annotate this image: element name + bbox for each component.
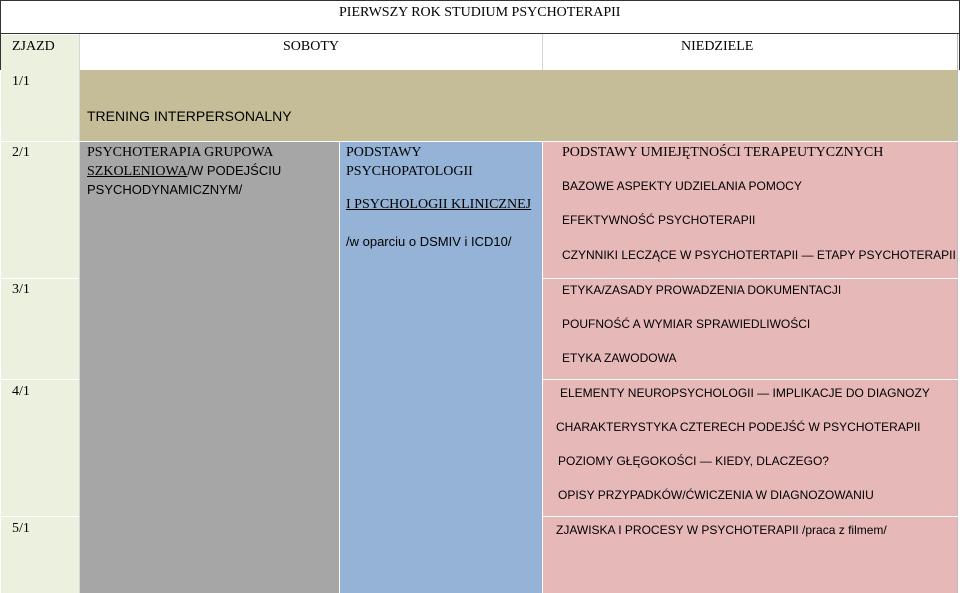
psychopatologia-line2: PSYCHOPATOLOGII (346, 164, 473, 179)
grupowa-line1: PSYCHOTERAPIA GRUPOWA (87, 145, 274, 160)
row-label-5: 5/1 (12, 521, 30, 536)
psychopatologia-line4: /w oparciu o DSMIV i ICD10/ (346, 234, 512, 249)
separator-row3-right (542, 278, 960, 279)
row-label-1: 1/1 (12, 74, 30, 89)
separator-row4-right (542, 379, 960, 380)
separator-row2 (0, 141, 960, 142)
niedziele-item-6: POUFNOŚĆ A WYMIAR SPRAWIEDLIWOŚCI (562, 317, 811, 331)
grupowa-line2-underlined: SZKOLENIOWA (87, 164, 188, 179)
niedziele-item-2: BAZOWE ASPEKTY UDZIELANIA POMOCY (562, 179, 802, 193)
title-row (0, 0, 960, 34)
grupowa-line3: PSYCHODYNAMICZNYM/ (87, 182, 243, 197)
separator-row4-left (0, 379, 79, 380)
divider-4 (542, 141, 543, 593)
separator-row3-left (0, 278, 79, 279)
niedziele-item-11: OPISY PRZYPADKÓW/ĆWICZENIA W DIAGNOZOWANIU (558, 488, 874, 502)
niedziele-item-3: EFEKTYWNOŚĆ PSYCHOTERAPII (562, 213, 756, 227)
niedziele-item-7: ETYKA ZAWODOWA (562, 351, 677, 365)
separator-row5-right (542, 516, 960, 517)
grupowa-line2 (87, 163, 281, 180)
table-title: PIERWSZY ROK STUDIUM PSYCHOTERAPII (339, 5, 621, 20)
header-soboty: SOBOTY (283, 39, 340, 54)
psychopatologia-line1: PODSTAWY (346, 145, 422, 160)
niedziele-item-9: CHARAKTERYSTYKA CZTERECH PODEJŚĆ W PSYCHOTERAPII (556, 420, 921, 434)
divider-2 (339, 141, 340, 593)
divider-right (957, 34, 958, 593)
separator-row5-left (0, 516, 79, 517)
trening-band (79, 70, 957, 141)
trening-label: TRENING INTERPERSONALNY (87, 108, 292, 124)
header-row (0, 34, 960, 70)
divider-3 (542, 34, 543, 70)
niedziele-item-5: ETYKA/ZASADY PROWADZENIA DOKUMENTACJI (562, 283, 842, 297)
niedziele-item-8: ELEMENTY NEUROPSYCHOLOGII — IMPLIKACJE DO DIAGNOZY (560, 386, 930, 400)
row-label-4: 4/1 (12, 384, 30, 399)
row-label-2: 2/1 (12, 145, 30, 160)
grupowa-line2-rest: /W PODEJŚCIU (187, 163, 282, 178)
psychopatologia-line3: I PSYCHOLOGII KLINICZNEJ (346, 197, 532, 212)
niedziele-item-4: CZYNNIKI LECZĄCE W PSYCHOTERTAPII — ETAPY PSYCHOTERAPII (562, 248, 956, 262)
niedziele-item-10: POZIOMY GŁĘGOKOŚCI — KIEDY, DLACZEGO? (558, 454, 829, 468)
grupowa-column (79, 141, 339, 593)
divider-1 (79, 34, 80, 593)
header-niedziele: NIEDZIELE (681, 39, 754, 54)
niedziele-item-1: PODSTAWY UMIEJĘTNOŚCI TERAPEUTYCZNYCH (562, 145, 884, 160)
row-label-3: 3/1 (12, 282, 30, 297)
header-zjazd: ZJAZD (12, 39, 55, 54)
niedziele-item-12: ZJAWISKA I PROCESY W PSYCHOTERAPII /praca z filmem/ (556, 523, 887, 537)
